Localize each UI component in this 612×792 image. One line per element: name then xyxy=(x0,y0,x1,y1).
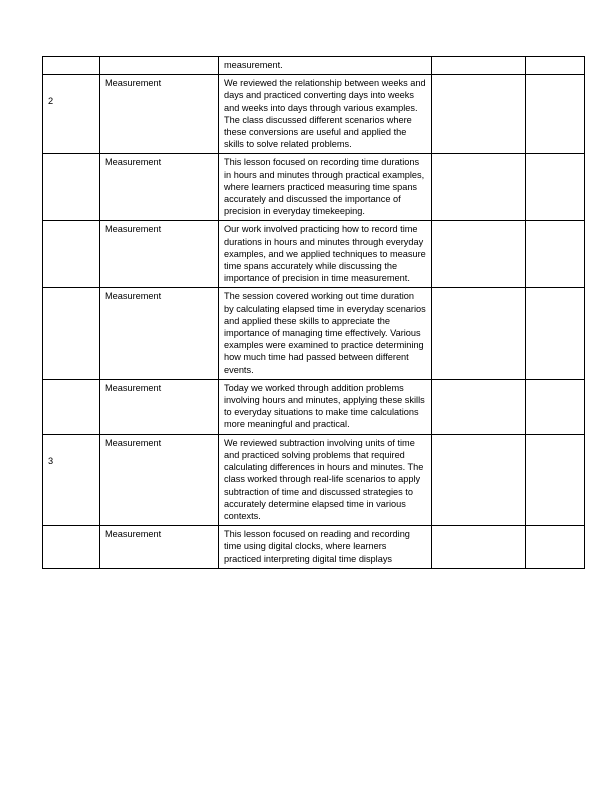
week-cell: 2 xyxy=(43,75,100,154)
strand-cell: Measurement xyxy=(100,154,219,221)
week-cell xyxy=(43,288,100,379)
empty-cell xyxy=(432,57,526,75)
empty-cell xyxy=(526,379,585,434)
table-row xyxy=(43,379,585,434)
table-row xyxy=(43,154,585,221)
empty-cell xyxy=(526,288,585,379)
empty-cell xyxy=(526,57,585,75)
empty-cell xyxy=(432,221,526,288)
empty-cell xyxy=(432,154,526,221)
table-row xyxy=(43,57,585,75)
description-cell: We reviewed subtraction involving units of time and practiced solving problems that required calculating differences in hours and minutes. The class worked through real-life scenarios to apply subtraction of time and discussed strategies to accurately determine elapsed time in various contexts. xyxy=(219,434,432,525)
table-row xyxy=(43,434,585,525)
strand-cell: Measurement xyxy=(100,221,219,288)
strand-cell: Measurement xyxy=(100,434,219,525)
empty-cell xyxy=(526,221,585,288)
table-row xyxy=(43,526,585,569)
description-cell: Our work involved practicing how to record time durations in hours and minutes through everyday examples, and we applied techniques to measure time spans accurately while discussing the importance of precision in time measurement. xyxy=(219,221,432,288)
week-cell xyxy=(43,154,100,221)
strand-cell: Measurement xyxy=(100,526,219,569)
empty-cell xyxy=(432,288,526,379)
empty-cell xyxy=(526,154,585,221)
table-row xyxy=(43,288,585,379)
strand-cell: Measurement xyxy=(100,288,219,379)
description-cell: measurement. xyxy=(219,57,432,75)
week-cell xyxy=(43,57,100,75)
empty-cell xyxy=(526,526,585,569)
empty-cell xyxy=(432,434,526,525)
strand-cell xyxy=(100,57,219,75)
empty-cell xyxy=(432,379,526,434)
empty-cell xyxy=(526,75,585,154)
empty-cell xyxy=(432,75,526,154)
strand-cell: Measurement xyxy=(100,379,219,434)
description-cell: We reviewed the relationship between weeks and days and practiced converting days into weeks and weeks into days through various examples. The class discussed different scenarios where these conversions are useful and applied the skills to solve related problems. xyxy=(219,75,432,154)
description-cell: This lesson focused on recording time durations in hours and minutes through practical examples, where learners practiced measuring time spans accurately and discussed the importance of precision in everyday timekeeping. xyxy=(219,154,432,221)
week-cell xyxy=(43,379,100,434)
strand-cell: Measurement xyxy=(100,75,219,154)
description-cell: This lesson focused on reading and recording time using digital clocks, where learners practiced interpreting digital time displays xyxy=(219,526,432,569)
week-cell: 3 xyxy=(43,434,100,525)
week-cell xyxy=(43,221,100,288)
description-cell: The session covered working out time duration by calculating elapsed time in everyday scenarios and applied these skills to appreciate the importance of managing time effectively. Various examples were examined to practice determining how much time had passed between different events. xyxy=(219,288,432,379)
description-cell: Today we worked through addition problems involving hours and minutes, applying these skills to everyday situations to make time calculations more meaningful and practical. xyxy=(219,379,432,434)
week-cell xyxy=(43,526,100,569)
empty-cell xyxy=(432,526,526,569)
lesson-table xyxy=(42,56,585,569)
table-row xyxy=(43,221,585,288)
table-row xyxy=(43,75,585,154)
empty-cell xyxy=(526,434,585,525)
